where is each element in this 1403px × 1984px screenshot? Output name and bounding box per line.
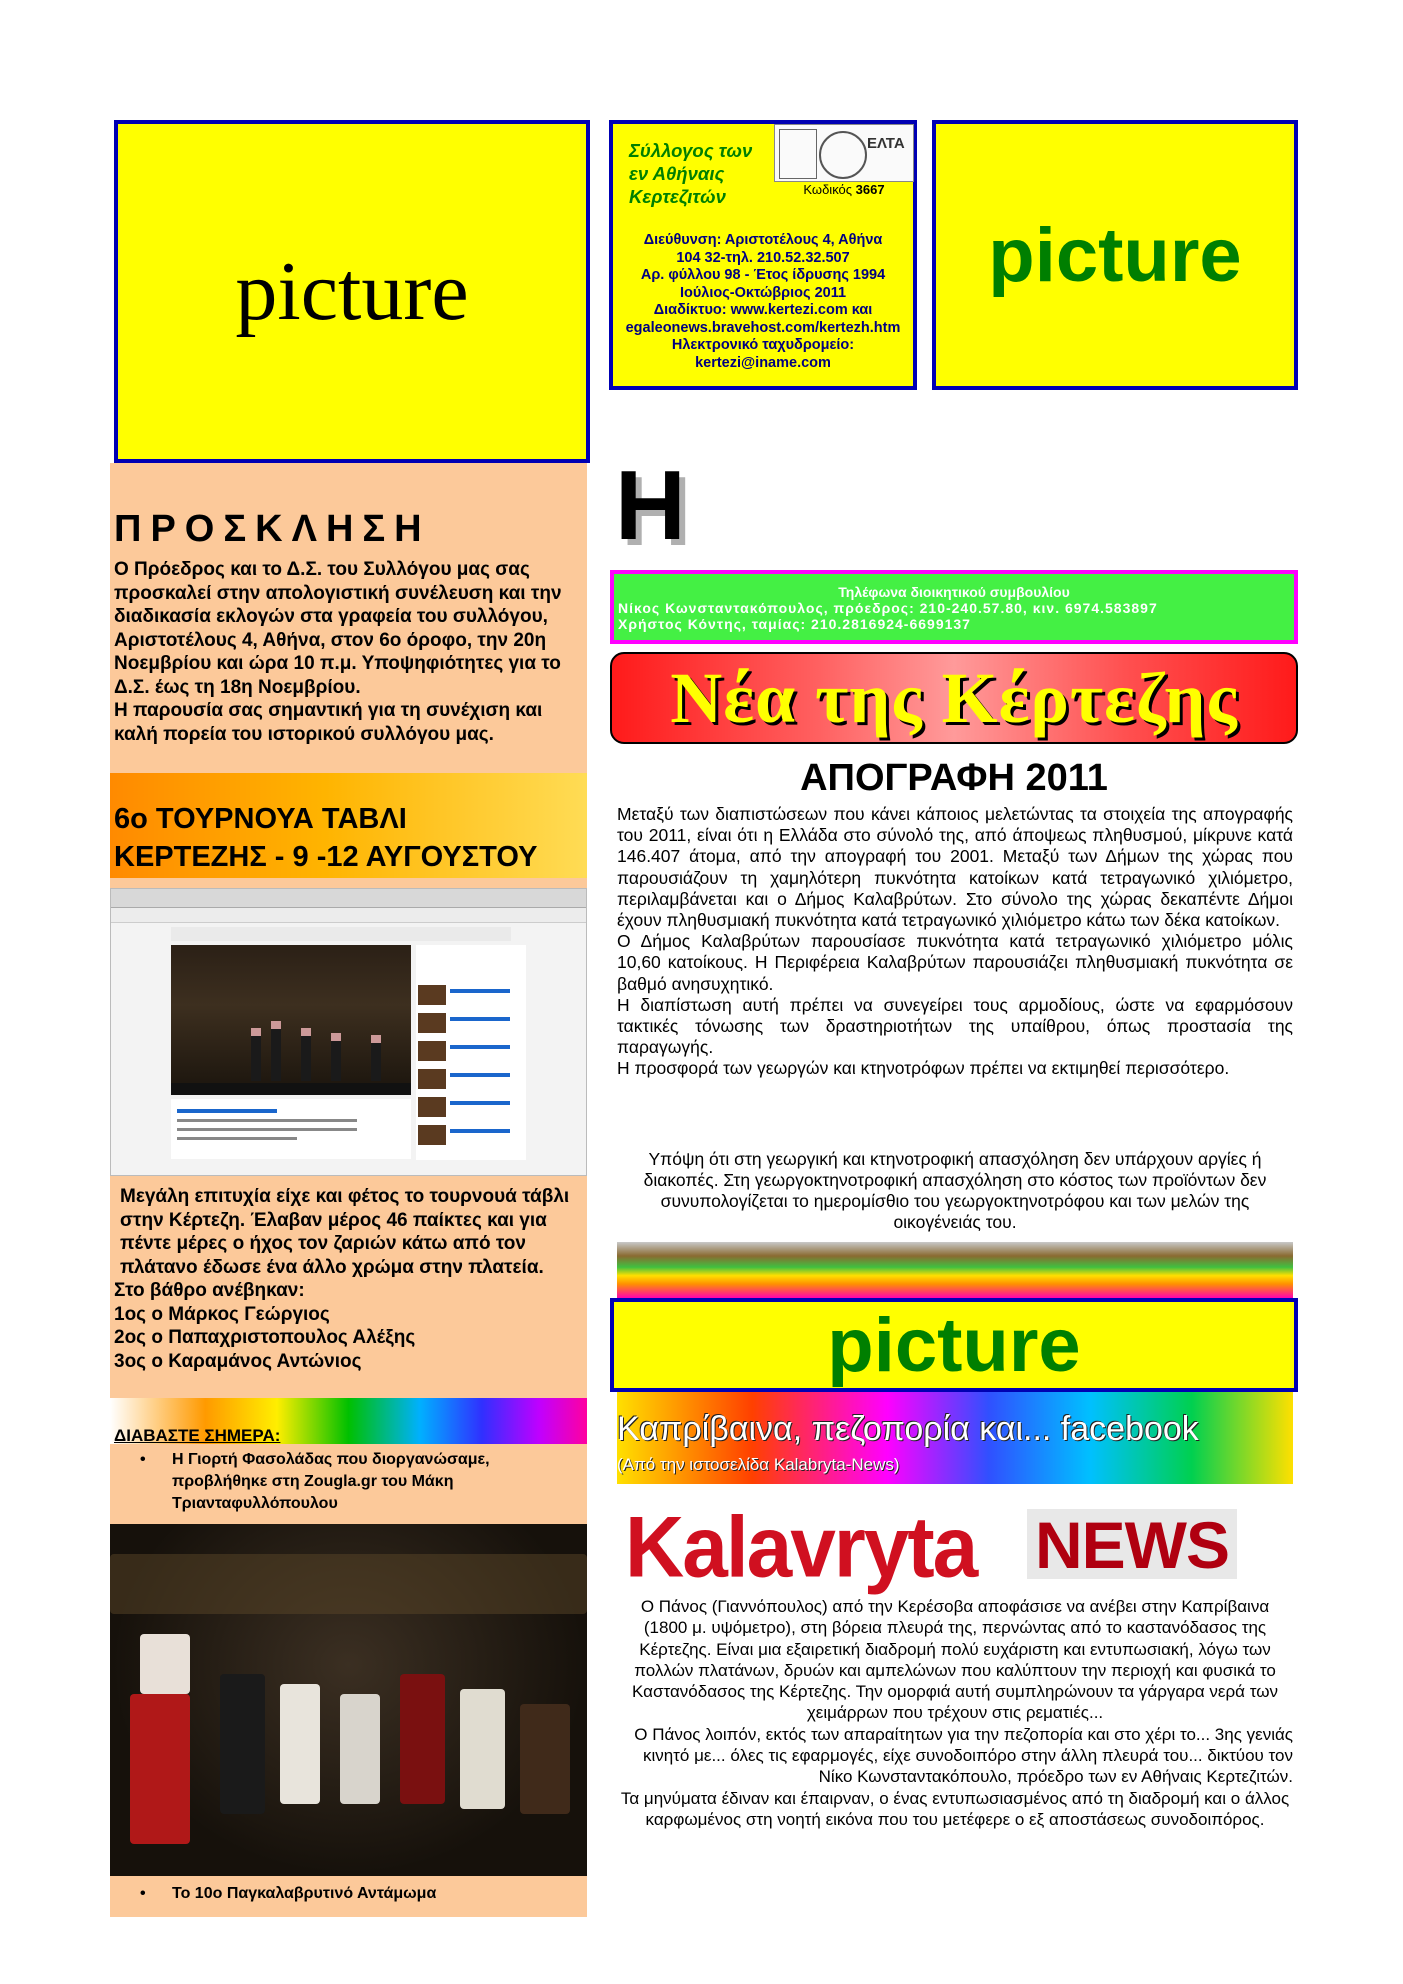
board-phones — [610, 570, 1298, 644]
dancer — [280, 1684, 320, 1804]
read-today-label: ΔΙΑΒΑΣΤΕ ΣΗΜΕΡΑ: — [114, 1426, 281, 1445]
read-today-list — [140, 1449, 584, 1515]
read-today-item[interactable] — [140, 1885, 436, 1903]
dance-photo — [110, 1524, 587, 1876]
picture-placeholder-middle — [610, 1298, 1298, 1392]
kaprivaina-paragraph: Ο Πάνος (Γιαννόπουλος) από την Κερέσοβα αποφάσισε να ανέβει στην Καπρίβαινα (1800 μ. υψόμετρο), στη βόρεια πλευρά της, περνώντας από το καστανόδασος της Κέρτεζης. Είναι μια εξαιρετική διαδρομή πολύ ευχάριστη και εντυπωσιακή, λόγω των πολλών πλατάνων, δρυών και αμπελώνων που καλύπτουν την περιοχή και φυσικά το Καστανόδασος της Κέρτεζης. Την ομορφιά αυτή συμπληρώνουν τα γάργαρα νερά των χειμάρρων που τρέχουν στις ρεματιές... — [632, 1597, 1278, 1723]
web-line-2[interactable]: egaleonews.bravehost.com/kertezh.htm — [625, 319, 901, 336]
video-link — [450, 1101, 510, 1105]
address-line: Διεύθυνση: Αριστοτέλους 4, Αθήνα — [643, 232, 883, 248]
video-link — [450, 989, 510, 993]
read-today-item-label: Το 10ο Παγκαλαβρυτινό Αντάμωμα — [172, 1885, 437, 1902]
census-paragraph: Μεταξύ των διαπιστώσεων που κάνει κάποιος μελετώντας τα στοιχεία της απογραφής του 2011, είναι ότι η Ελλάδα στο σύνολό της, από άποψεως πληθυσμού, μίκρυνε κατά 146.407 άτομα, από την απογραφή του 2001. Μεταξύ των Δήμων της χώρας που παρουσιάζουν τη χαμηλότερη πυκνότητα κατοίκων κατά τετραγωνικό χιλιόμετρο, περιλαμβάνεται και ο Δήμος Καλαβρύτων. Στο σύνολο της χώρας δεκαπέντε Δήμοι έχουν πληθυσμιακή πυκνότητα κατά τετραγωνικό χιλιόμετρο κάτω των δέκα κατοίκων. — [617, 804, 1293, 931]
kalavryta-news-logo — [617, 1495, 1293, 1596]
census-article — [617, 804, 1293, 1080]
issue-line: Αρ. φύλλου 98 - Έτος ίδρυσης 1994 — [640, 267, 886, 283]
related-videos — [416, 945, 526, 1160]
tournament-title-line2: ΚΕΡΤΕΖΗΣ - 9 -12 ΑΥΓΟΥΣΤΟΥ — [114, 841, 538, 873]
email-line[interactable]: kertezi@iname.com — [695, 354, 831, 371]
video-link — [450, 1017, 510, 1021]
tournament-title-line1: 6ο ΤΟΥΡΝΟΥΑ ΤΑΒΛΙ — [114, 803, 407, 835]
stamp-box — [779, 129, 817, 179]
stamp-seal — [819, 131, 867, 179]
dancer — [220, 1674, 265, 1814]
postage-stamp — [774, 124, 914, 182]
census-title: ΑΠΟΓΡΑΦΗ 2011 — [800, 757, 1108, 799]
picture-placeholder-label: picture — [988, 212, 1242, 298]
podium-label: Στο βάθρο ανέβηκαν: — [114, 1280, 305, 1301]
kaprivaina-paragraph: Τα μηνύματα έδιναν και έπαιρναν, ο ένας εντυπωσιασμένος από τη διαδρομή και ο άλλος καρφωμένος στη νοητή εικόνα που του μετέφερε ο εξ αποστάσεως συνοδοιπόρος. — [620, 1788, 1290, 1829]
kaprivaina-subtitle: (Από την ιστοσελίδα Kalabryta-News) — [617, 1455, 900, 1474]
dancer — [520, 1704, 570, 1814]
logo-text-left: Kalavryta — [625, 1499, 977, 1596]
phones-title: Τηλέφωνα διοικητικού συμβουλίου — [838, 584, 1070, 600]
person-figure — [301, 1028, 311, 1081]
winner-2: 2ος ο Παπαχριστοπουλος Αλέξης — [114, 1327, 416, 1348]
census-paragraph: Η διαπίστωση αυτή πρέπει να συνεγείρει τους αρμοδίους, ώστε να εφαρμόσουν τακτικές τόνωσης των δραστηριοτήτων της υπαίθρου, όπως προστασία της παραγωγής. — [617, 994, 1293, 1058]
picture-placeholder-label: picture — [827, 1302, 1081, 1388]
census-tail — [617, 1149, 1293, 1233]
tournament-article — [114, 1185, 584, 1373]
kaprivaina-title: Καπρίβαινα, πεζοπορία και... facebook — [617, 1410, 1199, 1448]
video-thumbnail — [418, 985, 446, 1005]
person-figure — [331, 1033, 341, 1081]
person-figure — [271, 1021, 281, 1081]
desc-line — [177, 1128, 357, 1131]
picture-placeholder-label: picture — [235, 245, 469, 338]
census-tail-text: Υπόψη ότι στη γεωργική και κτηνοτροφική απασχόληση δεν υπάρχουν αργίες ή διακοπές. Στη γεωργοκτηνοτροφική απασχόληση στο κόστος των προϊόντων δεν συνυπολογίζεται το ημερομίσθιο του γεωργοκτηνοτρόφου και των μελών της οικογένειάς του. — [643, 1149, 1267, 1232]
newspaper-title: Νέα της Κέρτεζης — [670, 657, 1238, 738]
invitation-title: ΠΡΟΣΚΛΗΣΗ — [114, 508, 431, 550]
club-name: Σύλλογος των εν Αθήναις Κερτεζιτών — [629, 140, 753, 207]
kaprivaina-article — [617, 1596, 1293, 1830]
phone-line: 104 32-τηλ. 210.52.32.507 — [676, 249, 850, 266]
dancer — [140, 1634, 190, 1694]
desc-line — [177, 1137, 297, 1140]
newspaper-title-banner — [610, 652, 1298, 744]
browser-bookmarks-bar — [111, 908, 586, 923]
read-today-item[interactable]: • Η Γιορτή Φασολάδας που διοργανώσαμε, προβλήθηκε στη Zougla.gr του Μάκη Τριανταφυλλόπουλου — [140, 1449, 584, 1515]
picture-placeholder-right — [932, 120, 1298, 390]
video-site-nav — [171, 927, 511, 941]
logo-text-right: NEWS — [1027, 1509, 1237, 1579]
person-figure — [251, 1028, 261, 1081]
dancer — [460, 1689, 505, 1809]
desc-line — [177, 1119, 357, 1122]
stone-wall — [110, 1554, 587, 1614]
desc-line — [177, 1109, 277, 1113]
dancer — [130, 1694, 190, 1844]
winner-1: 1ος ο Μάρκος Γεώργιος — [114, 1303, 330, 1325]
video-link — [450, 1073, 510, 1077]
email-label: Ηλεκτρονικό ταχυδρομείο: — [671, 337, 855, 353]
picture-placeholder-left — [114, 120, 590, 463]
postal-code-label: Κωδικός — [803, 182, 853, 197]
masthead-details — [612, 232, 914, 372]
winner-3: 3ος ο Καραμάνος Αντώνιος — [114, 1350, 362, 1372]
player-controls — [171, 1083, 411, 1095]
census-paragraph: Η προσφορά των γεωργών και κτηνοτρόφων πρέπει να εκτιμηθεί περισσότερο. — [617, 1058, 1230, 1079]
youtube-screenshot — [110, 888, 587, 1176]
video-description — [171, 1099, 411, 1159]
big-letter: Η — [615, 450, 686, 560]
video-thumbnail — [418, 1097, 446, 1117]
phones-line: Χρήστος Κόντης, ταμίας: 210.2816924-6699137 — [618, 616, 971, 632]
date-line: Ιούλιος-Οκτώβριος 2011 — [679, 284, 847, 301]
video-link — [450, 1129, 510, 1133]
kaprivaina-paragraph: Ο Πάνος λοιπόν, εκτός των απαραίτητων για την πεζοπορία και στο χέρι το... 3ης γενιάς κινητό με... όλες τις εφαρμογές, είχε συνοδοιπόρο στην άλλη πλευρά του... δικτύου τον Νίκο Κωνσταντακόπουλο, πρόεδρο των εν Αθήναις Κερτεζιτών. — [634, 1724, 1293, 1787]
video-thumbnail — [418, 1013, 446, 1033]
video-thumbnail — [418, 1041, 446, 1061]
tournament-text: Μεγάλη επιτυχία είχε και φέτος το τουρνουά τάβλι στην Κέρτεζη. Έλαβαν μέρος 46 παίκτες και για πέντε μέρες ο ήχος τον ζαριών κάτω από τον πλάτανο έδωσε ένα άλλο χρώμα στην πλατεία. — [120, 1186, 570, 1278]
video-thumbnail — [418, 1069, 446, 1089]
postal-code-value: 3667 — [855, 182, 885, 197]
browser-tabs — [111, 889, 586, 908]
invitation-text: Ο Πρόεδρος και το Δ.Σ. του Συλλόγου μας σας προσκαλεί στην απολογιστική συνέλευση και την διαδικασία εκλογών στα γραφεία του συλλόγου, Αριστοτέλους 4, Αθήνα, στον 6ο όροφο, την 20η Νοεμβρίου και ώρα 10 π.μ. Υποψηφιότητες για το Δ.Σ. έως τη 18η Νοεμβρίου. — [114, 559, 562, 698]
dancer — [400, 1674, 445, 1804]
stamp-brand: ΕΛΤΑ — [867, 135, 905, 152]
census-paragraph: Ο Δήμος Καλαβρύτων παρουσίασε πυκνότητα κατά τετραγωνικό χιλιόμετρο μόλις 10,60 κατοίκους. Η Περιφέρεια Καλαβρύτων παρουσιάζει πληθυσμιακή πυκνότητα σε βαθμό ανησυχητικό. — [617, 931, 1293, 994]
video-link — [450, 1045, 510, 1049]
phones-line: Νίκος Κωνσταντακόπουλος, πρόεδρος: 210-240.57.80, κιν. 6974.583897 — [618, 600, 1158, 616]
rainbow-divider — [617, 1242, 1293, 1298]
video-player — [171, 945, 411, 1095]
invitation-text-2: Η παρουσία σας σημαντική για τη συνέχιση και καλή πορεία του ιστορικού συλλόγου μας. — [114, 700, 543, 745]
invitation-body — [114, 558, 584, 746]
video-thumbnail — [418, 1125, 446, 1145]
web-line[interactable]: Διαδίκτυο: www.kertezi.com και — [653, 302, 873, 318]
person-figure — [371, 1035, 381, 1081]
postal-code — [774, 182, 914, 197]
dancer — [340, 1694, 380, 1804]
tournament-title — [114, 800, 584, 876]
